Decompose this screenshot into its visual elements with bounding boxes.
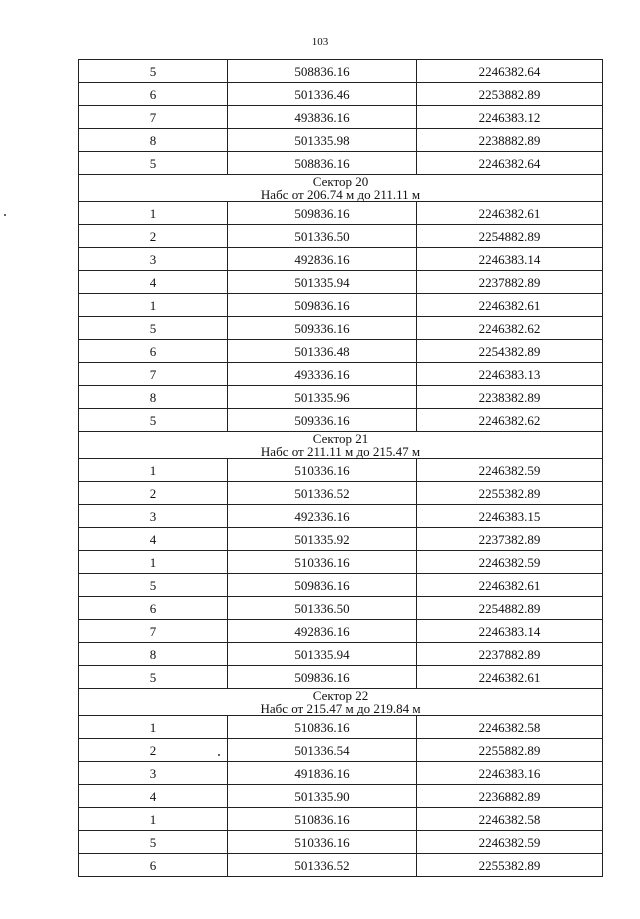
point-number: 8	[79, 643, 228, 666]
coordinate-x: 501335.94	[228, 643, 417, 666]
coordinate-x: 508836.16	[228, 60, 417, 83]
table-row	[79, 129, 603, 152]
coordinate-y: 2237882.89	[417, 271, 603, 294]
point-number: 2	[79, 225, 228, 248]
coordinate-x: 508836.16	[228, 152, 417, 175]
coordinate-y: 2246382.58	[417, 716, 603, 739]
table-row	[79, 620, 603, 643]
table-row	[79, 808, 603, 831]
coordinate-x: 501335.90	[228, 785, 417, 808]
coordinate-y: 2246383.12	[417, 106, 603, 129]
point-number: 2	[79, 739, 228, 762]
coordinate-x: 493836.16	[228, 106, 417, 129]
table-row	[79, 716, 603, 739]
coordinate-x: 492836.16	[228, 248, 417, 271]
point-number: 8	[79, 129, 228, 152]
coordinate-x: 501336.48	[228, 340, 417, 363]
scan-speck	[218, 754, 220, 756]
point-number: 6	[79, 83, 228, 106]
coordinate-x: 492336.16	[228, 505, 417, 528]
sector-height-range: Набс от 215.47 м до 219.84 м	[260, 701, 421, 716]
coordinate-y: 2246382.64	[417, 152, 603, 175]
point-number: 4	[79, 271, 228, 294]
sector-header	[79, 689, 603, 716]
point-number: 2	[79, 482, 228, 505]
coordinate-x: 501336.52	[228, 854, 417, 877]
point-number: 5	[79, 317, 228, 340]
table-row	[79, 106, 603, 129]
point-number: 5	[79, 831, 228, 854]
coordinate-y: 2253882.89	[417, 83, 603, 106]
coordinate-y: 2236882.89	[417, 785, 603, 808]
coordinate-x: 501336.50	[228, 597, 417, 620]
coordinates-table-body	[79, 60, 603, 877]
table-row	[79, 294, 603, 317]
point-number: 1	[79, 202, 228, 225]
coordinate-y: 2246382.61	[417, 294, 603, 317]
coordinate-y: 2246382.62	[417, 317, 603, 340]
coordinate-x: 492836.16	[228, 620, 417, 643]
point-number: 6	[79, 854, 228, 877]
table-row	[79, 152, 603, 175]
table-row	[79, 505, 603, 528]
coordinate-y: 2246382.62	[417, 409, 603, 432]
point-number: 1	[79, 808, 228, 831]
point-number: 5	[79, 409, 228, 432]
coordinate-x: 509836.16	[228, 666, 417, 689]
table-row	[79, 386, 603, 409]
coordinate-y: 2246382.61	[417, 202, 603, 225]
coordinate-x: 509336.16	[228, 409, 417, 432]
table-row	[79, 831, 603, 854]
coordinate-y: 2246383.14	[417, 620, 603, 643]
table-row	[79, 666, 603, 689]
table-row	[79, 248, 603, 271]
coordinate-y: 2254382.89	[417, 340, 603, 363]
point-number: 3	[79, 248, 228, 271]
table-row	[79, 785, 603, 808]
sector-title: Сектор 22	[312, 688, 369, 703]
coordinate-y: 2255882.89	[417, 739, 603, 762]
coordinate-x: 509836.16	[228, 202, 417, 225]
point-number: 3	[79, 762, 228, 785]
coordinates-table	[78, 59, 603, 877]
table-row	[79, 574, 603, 597]
point-number: 7	[79, 106, 228, 129]
point-number: 5	[79, 152, 228, 175]
coordinate-y: 2254882.89	[417, 225, 603, 248]
sector-header-row	[79, 432, 603, 459]
scan-speck	[4, 214, 6, 216]
table-row	[79, 854, 603, 877]
coordinate-x: 501336.52	[228, 482, 417, 505]
sector-title: Сектор 20	[312, 174, 369, 189]
table-row	[79, 317, 603, 340]
point-number: 8	[79, 386, 228, 409]
point-number: 4	[79, 528, 228, 551]
coordinate-y: 2246383.16	[417, 762, 603, 785]
coordinate-y: 2237382.89	[417, 528, 603, 551]
coordinate-y: 2246383.14	[417, 248, 603, 271]
table-row	[79, 340, 603, 363]
table-row	[79, 551, 603, 574]
coordinate-y: 2246382.61	[417, 574, 603, 597]
coordinate-y: 2246382.59	[417, 459, 603, 482]
coordinate-x: 510836.16	[228, 808, 417, 831]
coordinate-x: 501336.54	[228, 739, 417, 762]
coordinate-y: 2238882.89	[417, 129, 603, 152]
point-number: 1	[79, 551, 228, 574]
table-row	[79, 225, 603, 248]
coordinate-y: 2255382.89	[417, 482, 603, 505]
point-number: 5	[79, 574, 228, 597]
sector-header	[79, 175, 603, 202]
table-row	[79, 271, 603, 294]
coordinate-x: 509336.16	[228, 317, 417, 340]
table-row	[79, 528, 603, 551]
coordinate-y: 2246383.15	[417, 505, 603, 528]
point-number: 6	[79, 340, 228, 363]
table-row	[79, 739, 603, 762]
table-row	[79, 409, 603, 432]
point-number: 5	[79, 666, 228, 689]
table-row	[79, 459, 603, 482]
coordinate-y: 2238382.89	[417, 386, 603, 409]
point-number: 1	[79, 459, 228, 482]
point-number: 7	[79, 620, 228, 643]
coordinate-y: 2246383.13	[417, 363, 603, 386]
point-number: 7	[79, 363, 228, 386]
table-row	[79, 482, 603, 505]
coordinate-x: 510336.16	[228, 459, 417, 482]
point-number: 1	[79, 716, 228, 739]
coordinate-y: 2246382.58	[417, 808, 603, 831]
coordinate-x: 510336.16	[228, 831, 417, 854]
table-row	[79, 83, 603, 106]
coordinate-x: 509836.16	[228, 574, 417, 597]
coordinate-y: 2255382.89	[417, 854, 603, 877]
sector-header-row	[79, 689, 603, 716]
coordinate-x: 501336.50	[228, 225, 417, 248]
coordinate-y: 2246382.64	[417, 60, 603, 83]
point-number: 5	[79, 60, 228, 83]
coordinate-y: 2254882.89	[417, 597, 603, 620]
coordinate-x: 491836.16	[228, 762, 417, 785]
table-row	[79, 363, 603, 386]
sector-header-row	[79, 175, 603, 202]
coordinate-x: 510336.16	[228, 551, 417, 574]
coordinate-x: 501335.98	[228, 129, 417, 152]
coordinate-x: 501336.46	[228, 83, 417, 106]
coordinate-x: 501335.92	[228, 528, 417, 551]
table-row	[79, 202, 603, 225]
table-row	[79, 643, 603, 666]
coordinate-x: 501335.96	[228, 386, 417, 409]
coordinate-y: 2237882.89	[417, 643, 603, 666]
point-number: 4	[79, 785, 228, 808]
coordinate-y: 2246382.59	[417, 831, 603, 854]
sector-height-range: Набс от 206.74 м до 211.11 м	[260, 187, 421, 202]
page-number: 103	[311, 36, 329, 48]
coordinate-y: 2246382.59	[417, 551, 603, 574]
sector-title: Сектор 21	[312, 431, 369, 446]
coordinate-y: 2246382.61	[417, 666, 603, 689]
table-row	[79, 597, 603, 620]
coordinate-x: 509836.16	[228, 294, 417, 317]
sector-height-range: Набс от 211.11 м до 215.47 м	[260, 444, 421, 459]
point-number: 1	[79, 294, 228, 317]
coordinate-x: 493336.16	[228, 363, 417, 386]
point-number: 3	[79, 505, 228, 528]
coordinate-x: 501335.94	[228, 271, 417, 294]
table-row	[79, 60, 603, 83]
table-row	[79, 762, 603, 785]
sector-header	[79, 432, 603, 459]
point-number: 6	[79, 597, 228, 620]
coordinate-x: 510836.16	[228, 716, 417, 739]
